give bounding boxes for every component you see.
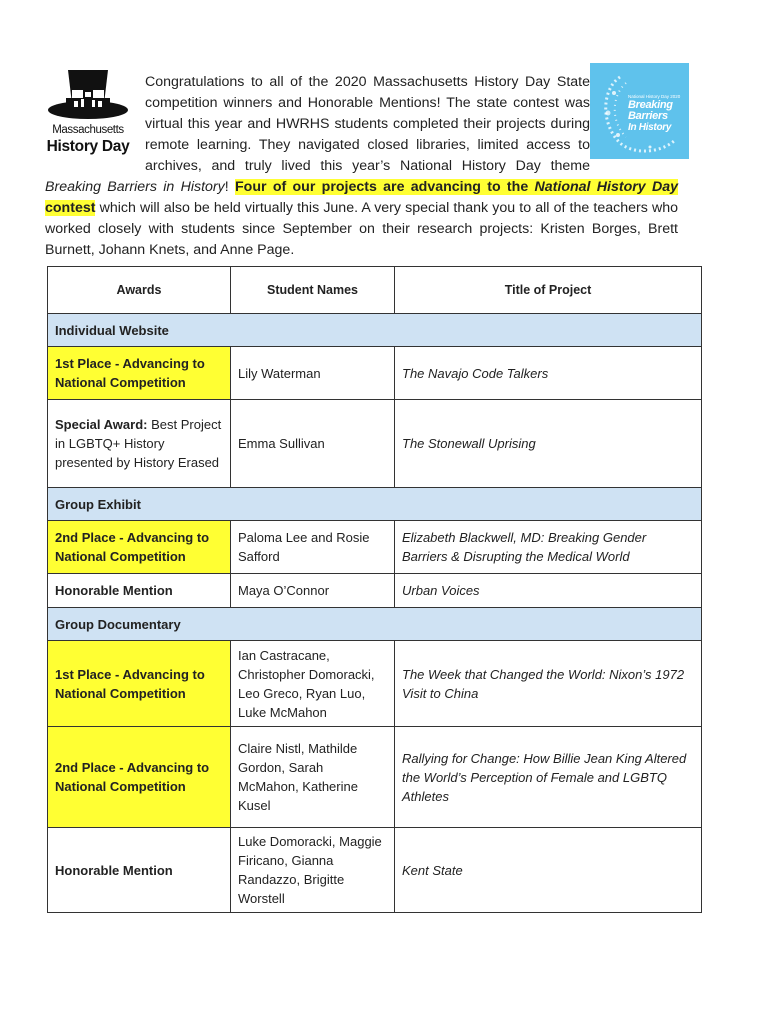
students-cell: Luke Domoracki, Maggie Firicano, Gianna Randazzo, Brigitte Worstell [231,828,395,913]
table-row [48,347,702,400]
logo-line-1: Massachusetts [52,124,124,136]
award-cell: 1st Place - Advancing to National Competition [48,347,231,400]
students-cell: Maya O’Connor [231,574,395,608]
project-title-cell: Urban Voices [395,574,702,608]
theme-small-text: National History Day 2020 [628,94,681,99]
table-row [48,400,702,488]
students-cell: Claire Nistl, Mathilde Gordon, Sarah McMahon, Katherine Kusel [231,727,395,828]
table-header-row [48,267,702,314]
project-title-cell: The Stonewall Uprising [395,400,702,488]
table-row [48,574,702,608]
advancing-highlight: Four of our projects are advancing to the National History Day contest [45,179,678,216]
project-title-cell: Elizabeth Blackwell, MD: Breaking Gender Barriers & Disrupting the Medical World [395,521,702,574]
intro-theme: Breaking Barriers in History [45,179,225,195]
table-row [48,727,702,828]
students-cell: Ian Castracane, Christopher Domoracki, Leo Greco, Ryan Luo, Luke McMahon [231,641,395,727]
project-title-cell: The Week that Changed the World: Nixon’s 1972 Visit to China [395,641,702,727]
students-cell: Lily Waterman [231,347,395,400]
intro-text-1: Congratulations to all of the 2020 Massachusetts History Day State competition winners and Honorable Mentions! The state contest was virtual this year and HWRHS students completed their projects during remote learning. They navigated closed libraries, limited access to archives, and truly lived this year’s National History Day theme [145,74,590,174]
theme-line-3: In History [628,122,672,133]
awards-table [47,266,702,913]
award-cell: 1st Place - Advancing to National Competition [48,641,231,727]
project-title-cell: Kent State [395,828,702,913]
project-title-cell: Rallying for Change: How Billie Jean King Altered the World’s Perception of Female and LGBTQ Athletes [395,727,702,828]
section-row-group-exhibit: Group Exhibit [48,488,702,521]
logo-line-2: History Day [46,138,130,155]
intro-paragraph [45,72,681,261]
table-row [48,828,702,913]
award-cell: 2nd Place - Advancing to National Competition [48,521,231,574]
header-awards: Awards [48,267,231,314]
theme-line-1: Breaking [628,99,673,111]
award-cell: Special Award: Best Project in LGBTQ+ History presented by History Erased [48,400,231,488]
intro-text-2: ! [224,179,235,195]
table-row [48,641,702,727]
section-row-individual-website: Individual Website [48,314,702,347]
theme-line-2: Barriers [628,110,668,122]
project-title-cell: The Navajo Code Talkers [395,347,702,400]
header-student-names: Student Names [231,267,395,314]
students-cell: Emma Sullivan [231,400,395,488]
table-row [48,521,702,574]
header-title-of-project: Title of Project [395,267,702,314]
section-row-group-documentary: Group Documentary [48,608,702,641]
award-cell: Honorable Mention [48,828,231,913]
students-cell: Paloma Lee and Rosie Safford [231,521,395,574]
award-cell: Honorable Mention [48,574,231,608]
award-cell: 2nd Place - Advancing to National Competition [48,727,231,828]
intro-text-3: which will also be held virtually this June. A very special thank you to all of the teachers who worked closely with students since September on their research projects: Kristen Borges, Brett Burnett, Johann Knets, and Anne Page. [45,200,678,258]
